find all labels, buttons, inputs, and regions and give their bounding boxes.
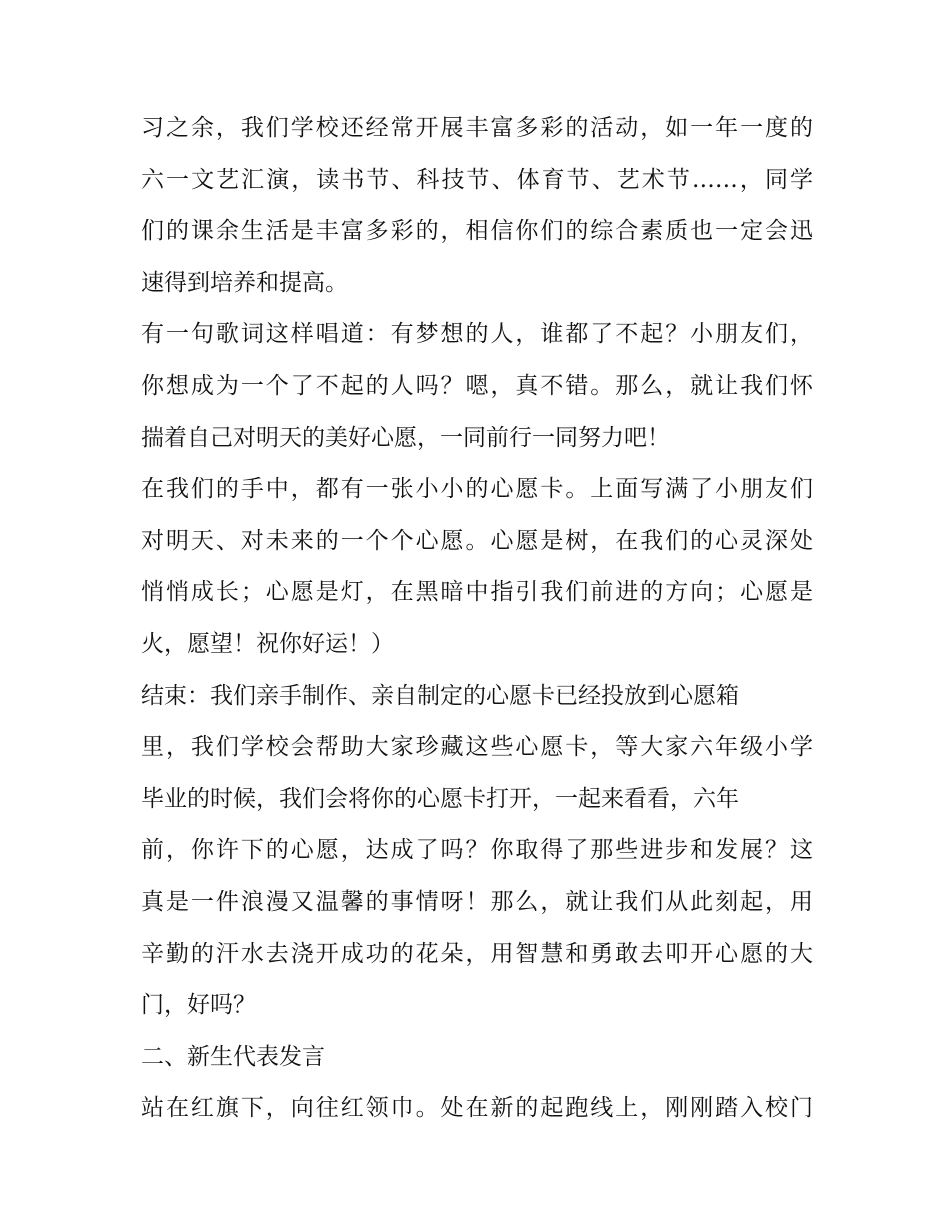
text-line: 对明天、对未来的一个个心愿。心愿是树，在我们的心灵深处: [141, 527, 813, 554]
text-line: 里，我们学校会帮助大家珍藏这些心愿卡，等大家六年级小学: [141, 734, 813, 761]
text-line: 有一句歌词这样唱道：有梦想的人，谁都了不起？小朋友们，: [141, 321, 813, 348]
text-line: 在我们的手中，都有一张小小的心愿卡。上面写满了小朋友们: [141, 476, 813, 503]
text-line: 毕业的时候，我们会将你的心愿卡打开，一起来看看，六年: [141, 785, 739, 812]
text-line: 揣着自己对明天的美好心愿，一同前行一同努力吧！: [141, 424, 670, 451]
text-line: 火，愿望！祝你好运！）: [141, 630, 394, 657]
section-heading: 二、新生代表发言: [141, 1043, 325, 1070]
text-line: 悄悄成长；心愿是灯，在黑暗中指引我们前进的方向；心愿是: [141, 579, 813, 606]
text-line: 习之余，我们学校还经常开展丰富多彩的活动，如一年一度的: [141, 115, 813, 141]
text-line: 前，你许下的心愿，达成了吗？你取得了那些进步和发展？这: [141, 837, 813, 864]
text-line: 真是一件浪漫又温馨的事情呀！那么，就让我们从此刻起，用: [141, 888, 813, 915]
text-line: 辛勤的汗水去浇开成功的花朵，用智慧和勇敢去叩开心愿的大: [141, 940, 813, 967]
text-line: 六一文艺汇演，读书节、科技节、体育节、艺术节……，同学: [141, 166, 813, 193]
text-line: 门，好吗？: [141, 992, 256, 1019]
text-line: 站在红旗下，向往红领巾。处在新的起跑线上，刚刚踏入校门: [141, 1095, 813, 1122]
text-line: 速得到培养和提高。: [141, 269, 348, 296]
text-line: 你想成为一个了不起的人吗？嗯，真不错。那么，就让我们怀: [141, 372, 813, 399]
text-line: 结束：我们亲手制作、亲自制定的心愿卡已经投放到心愿箱: [141, 682, 739, 709]
body-text: [141, 103, 813, 1135]
text-line: 们的课余生活是丰富多彩的，相信你们的综合素质也一定会迅: [141, 218, 813, 245]
